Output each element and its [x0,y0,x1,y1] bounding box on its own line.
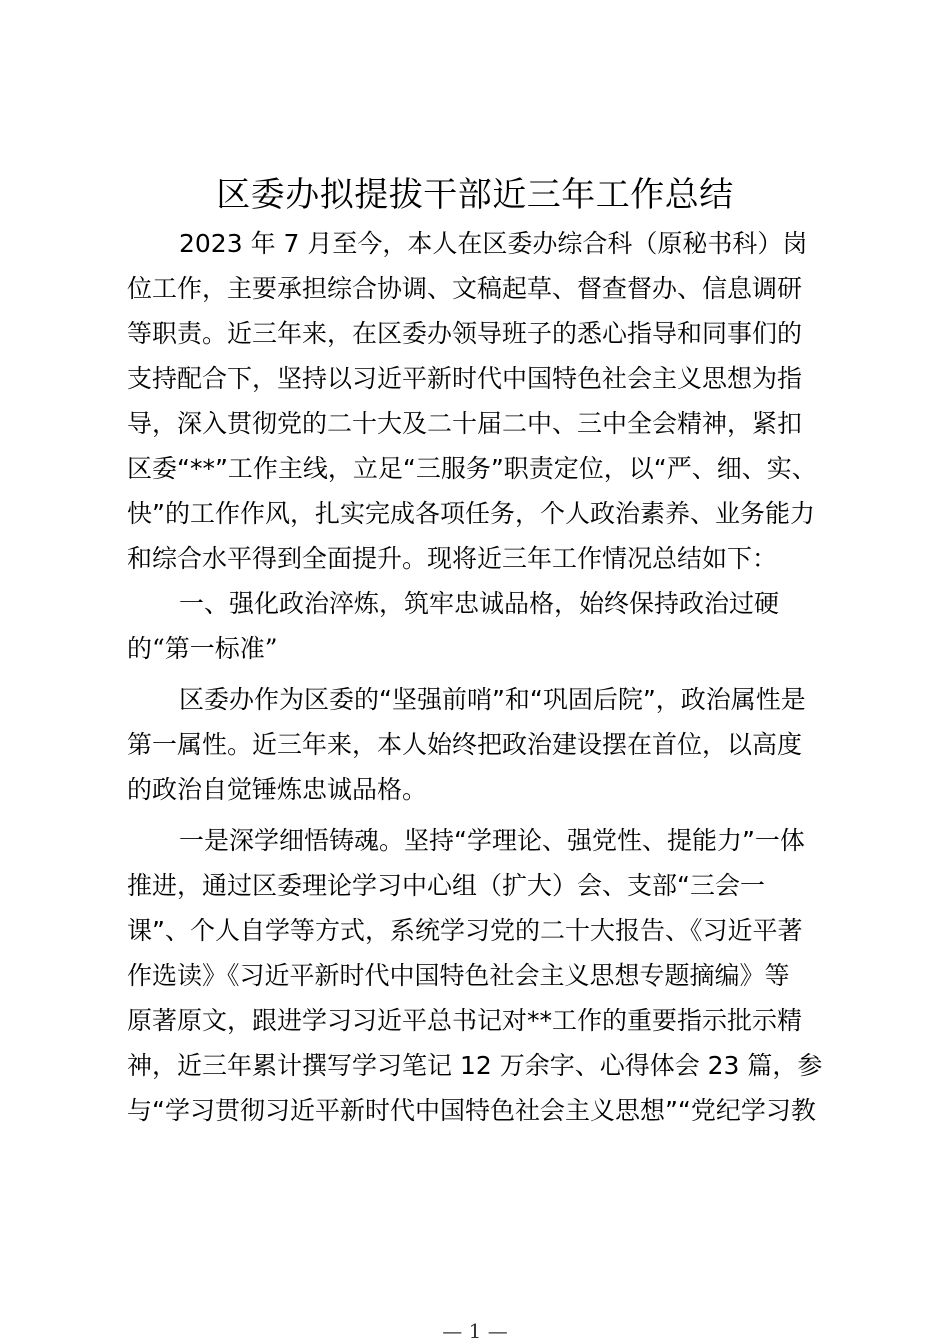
paragraph-line: 第一属性。近三年来，本人始终把政治建设摆在首位，以高度 [127,730,803,759]
paragraph-line: 快”的工作作风，扎实完成各项任务，个人政治素养、业务能力 [127,499,815,528]
paragraph-line: 作选读》《习近平新时代中国特色社会主义思想专题摘编》等 [127,961,790,990]
paragraph-line: 推进，通过区委理论学习中心组（扩大）会、支部“三会一 [127,871,765,900]
paragraph-line: 区委办作为区委的“坚强前哨”和“巩固后院”，政治属性是 [179,685,806,714]
paragraph-line: 和综合水平得到全面提升。现将近三年工作情况总结如下： [127,544,778,573]
paragraph-line: 的政治自觉锤炼忠诚品格。 [127,775,428,804]
document-title: 区委办拟提拔干部近三年工作总结 [216,175,734,215]
section-heading-line: 一、强化政治淬炼，筑牢忠诚品格，始终保持政治过硬 [179,589,780,618]
paragraph-line: 位工作，主要承担综合协调、文稿起草、督查督办、信息调研 [127,274,803,303]
paragraph-line: 等职责。近三年来，在区委办领导班子的悉心指导和同事们的 [127,319,803,348]
paragraph-line: 课”、个人自学等方式，系统学习党的二十大报告、《习近平著 [127,916,803,945]
paragraph-line: 支持配合下，坚持以习近平新时代中国特色社会主义思想为指 [127,364,803,393]
paragraph-line: 一是深学细悟铸魂。坚持“学理论、强党性、提能力”一体 [179,826,805,855]
document-body [127,221,837,1133]
page-number: — 1 — [442,1319,508,1343]
paragraph-line: 导，深入贯彻党的二十大及二十届二中、三中全会精神，紧扣 [127,409,803,438]
paragraph-line: 神，近三年累计撰写学习笔记 12 万余字、心得体会 23 篇，参 [127,1051,823,1080]
paragraph-line: 区委“**”工作主线，立足“三服务”职责定位，以“严、细、实、 [127,454,817,483]
paragraph-line: 2023 年 7 月至今，本人在区委办综合科（原秘书科）岗 [179,229,808,258]
section-heading-line: 的“第一标准” [127,634,278,663]
paragraph-line: 与“学习贯彻习近平新时代中国特色社会主义思想”“党纪学习教 [127,1096,816,1125]
paragraph-line: 原著原文，跟进学习习近平总书记对**工作的重要指示批示精 [127,1006,803,1035]
